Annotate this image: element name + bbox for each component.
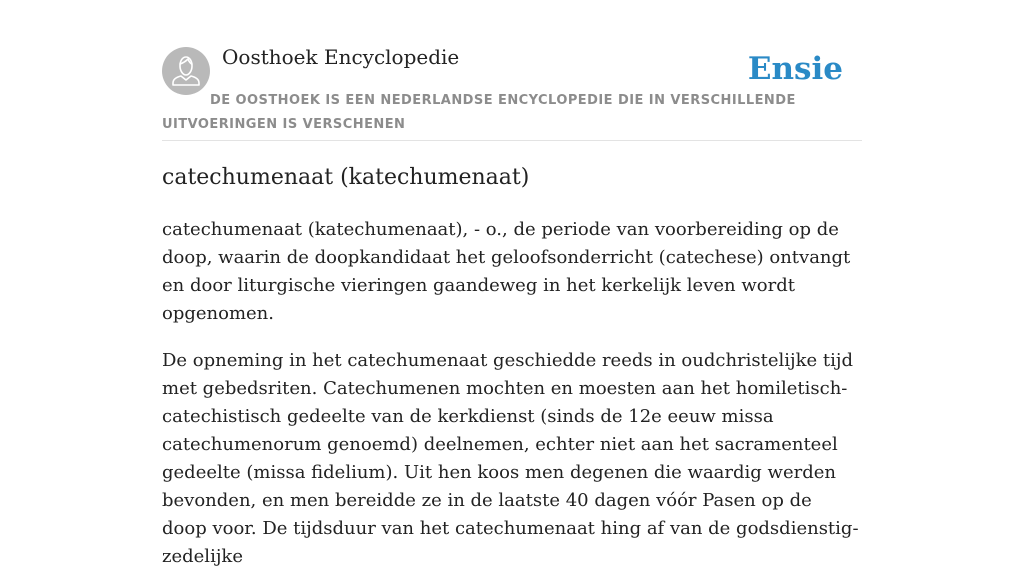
site-name-link[interactable]: Oosthoek Encyclopedie bbox=[222, 45, 460, 69]
site-tagline: DE OOSTHOEK IS EEN NEDERLANDSE ENCYCLOPEDIE DIE IN VERSCHILLENDE UITVOERINGEN IS VERSCHENEN bbox=[162, 93, 796, 132]
brand-logo-link[interactable]: Ensie bbox=[747, 51, 843, 87]
article-title: catechumenaat (katechumenaat) bbox=[162, 165, 530, 190]
avatar[interactable] bbox=[162, 47, 210, 95]
article-paragraph: catechumenaat (katechumenaat), - o., de periode van voorbereiding op de doop, waarin de doopkandidaat het geloofsonderricht (catechese) ontvangt en door liturgische vieringen gaandeweg in het kerkelijk leven wordt opgenomen. bbox=[162, 219, 851, 324]
site-header bbox=[162, 0, 862, 141]
article-paragraph: De opneming in het catechumenaat geschiedde reeds in oudchristelijke tijd met gebedsriten. Catechumenen mochten en moesten aan het homiletisch-catechistisch gedeelte van de kerkdienst (sinds de 12e eeuw missa catechumenorum genoemd) deelnemen, echter niet aan het sacramenteel gedeelte (missa fidelium). Uit hen koos men degenen die waardig werden bevonden, en men bereidde ze in de laatste 40 dagen vóór Pasen op de doop voor. De tijdsduur van het catechumenaat hing af van de godsdienstig-zedelijke bbox=[162, 350, 859, 567]
user-icon bbox=[162, 47, 210, 95]
article bbox=[162, 160, 862, 571]
